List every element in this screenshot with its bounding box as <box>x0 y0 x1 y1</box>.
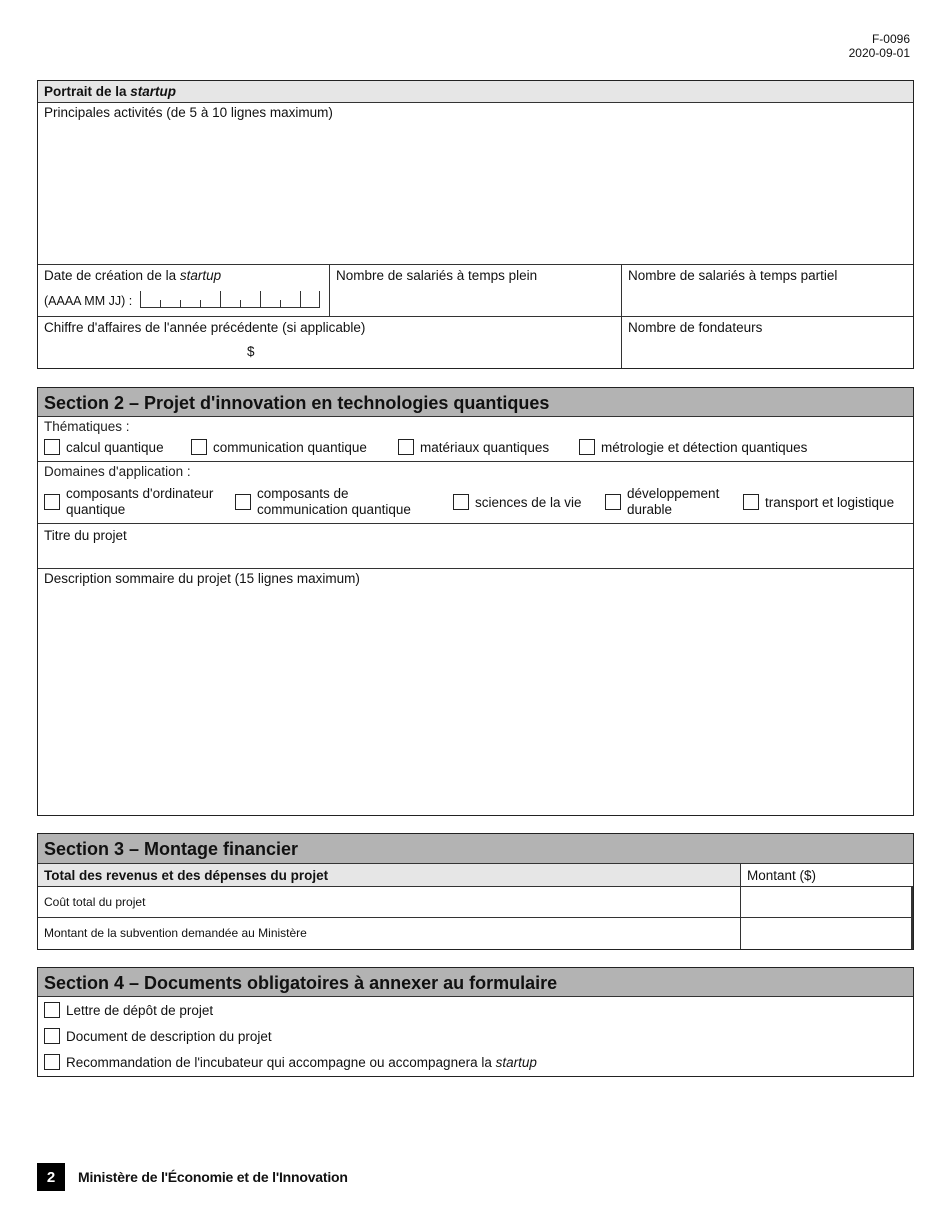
checkbox-transport-logistique[interactable]: transport et logistique <box>743 494 894 510</box>
revenue-label: Chiffre d'affaires de l'année précédente (si applicable) <box>44 320 366 335</box>
section-3 <box>37 833 914 950</box>
creation-date-label: Date de création de la startup <box>44 268 222 283</box>
domaines-group <box>38 462 913 524</box>
checkbox[interactable] <box>453 494 469 510</box>
table-row <box>38 918 913 949</box>
section-2-title: Section 2 – Projet d'innovation en technologies quantiques <box>38 388 913 417</box>
page-number: 2 <box>37 1163 65 1191</box>
project-title-field[interactable] <box>38 524 913 569</box>
parttime-label: Nombre de salariés à temps partiel <box>628 268 838 283</box>
total-cost-label: Coût total du projet <box>38 887 741 917</box>
date-format-label: (AAAA MM JJ) : <box>44 294 133 308</box>
fulltime-employees-field[interactable] <box>330 265 622 316</box>
checkbox[interactable] <box>191 439 207 455</box>
activities-field[interactable] <box>38 103 913 265</box>
checkbox[interactable] <box>743 494 759 510</box>
checkbox[interactable] <box>44 494 60 510</box>
domaines-label: Domaines d'application : <box>44 464 191 479</box>
checkbox[interactable] <box>44 1002 60 1018</box>
date-input-boxes[interactable] <box>140 292 320 308</box>
portrait-section <box>37 80 914 369</box>
project-description-field[interactable] <box>38 569 913 588</box>
checkbox-recommandation[interactable]: Recommandation de l'incubateur qui accompagne ou accompagnera la startup <box>38 1049 913 1075</box>
portrait-title: Portrait de la startup <box>38 81 913 103</box>
table-row <box>38 887 913 918</box>
checkbox[interactable] <box>44 1054 60 1070</box>
section-2 <box>37 387 914 816</box>
checkbox[interactable] <box>398 439 414 455</box>
section-4 <box>37 967 914 1077</box>
form-number: F-0096 <box>871 32 910 46</box>
total-cost-input[interactable] <box>741 887 913 917</box>
founders-field[interactable] <box>622 317 913 368</box>
checkbox[interactable] <box>44 439 60 455</box>
founders-label: Nombre de fondateurs <box>628 320 763 335</box>
page-footer <box>37 1163 348 1191</box>
checkbox[interactable] <box>44 1028 60 1044</box>
fulltime-label: Nombre de salariés à temps plein <box>336 268 538 283</box>
section-4-title: Section 4 – Documents obligatoires à annexer au formulaire <box>38 968 913 997</box>
project-description-label: Description sommaire du projet (15 lignes maximum) <box>44 571 360 586</box>
financial-header-label: Total des revenus et des dépenses du projet <box>38 864 741 886</box>
checkbox-composants-communication[interactable]: composants de communication quantique <box>235 486 411 518</box>
financial-table-header <box>38 864 913 887</box>
checkbox-metrologie[interactable]: métrologie et détection quantiques <box>579 439 807 455</box>
checkbox-calcul-quantique[interactable]: calcul quantique <box>44 439 191 455</box>
checkbox-materiaux-quantiques[interactable]: matériaux quantiques <box>398 439 579 455</box>
thematiques-group <box>38 417 913 462</box>
form-code <box>849 32 910 60</box>
project-title-label: Titre du projet <box>44 528 127 543</box>
amount-header-label: Montant ($) <box>741 864 913 886</box>
checkbox-developpement-durable[interactable]: développement durable <box>605 486 719 518</box>
section-3-title: Section 3 – Montage financier <box>38 834 913 864</box>
checkbox-lettre-depot[interactable]: Lettre de dépôt de projet <box>38 997 913 1023</box>
thematiques-label: Thématiques : <box>44 419 130 434</box>
checkbox-composants-ordinateur[interactable]: composants d'ordinateur quantique <box>44 486 213 518</box>
checkbox[interactable] <box>235 494 251 510</box>
activities-label: Principales activités (de 5 à 10 lignes maximum) <box>44 105 333 120</box>
creation-date-field[interactable] <box>38 265 330 316</box>
checkbox[interactable] <box>579 439 595 455</box>
checkbox-document-description[interactable]: Document de description du projet <box>38 1023 913 1049</box>
parttime-employees-field[interactable] <box>622 265 913 316</box>
checkbox-communication-quantique[interactable]: communication quantique <box>191 439 398 455</box>
revenue-field[interactable] <box>38 317 622 368</box>
subsidy-input[interactable] <box>741 918 913 949</box>
ministry-name: Ministère de l'Économie et de l'Innovation <box>78 1169 348 1185</box>
form-date: 2020-09-01 <box>848 46 910 60</box>
subsidy-label: Montant de la subvention demandée au Ministère <box>38 918 741 949</box>
currency-symbol: $ <box>247 344 255 359</box>
checkbox[interactable] <box>605 494 621 510</box>
checkbox-sciences-vie[interactable]: sciences de la vie <box>453 494 582 510</box>
